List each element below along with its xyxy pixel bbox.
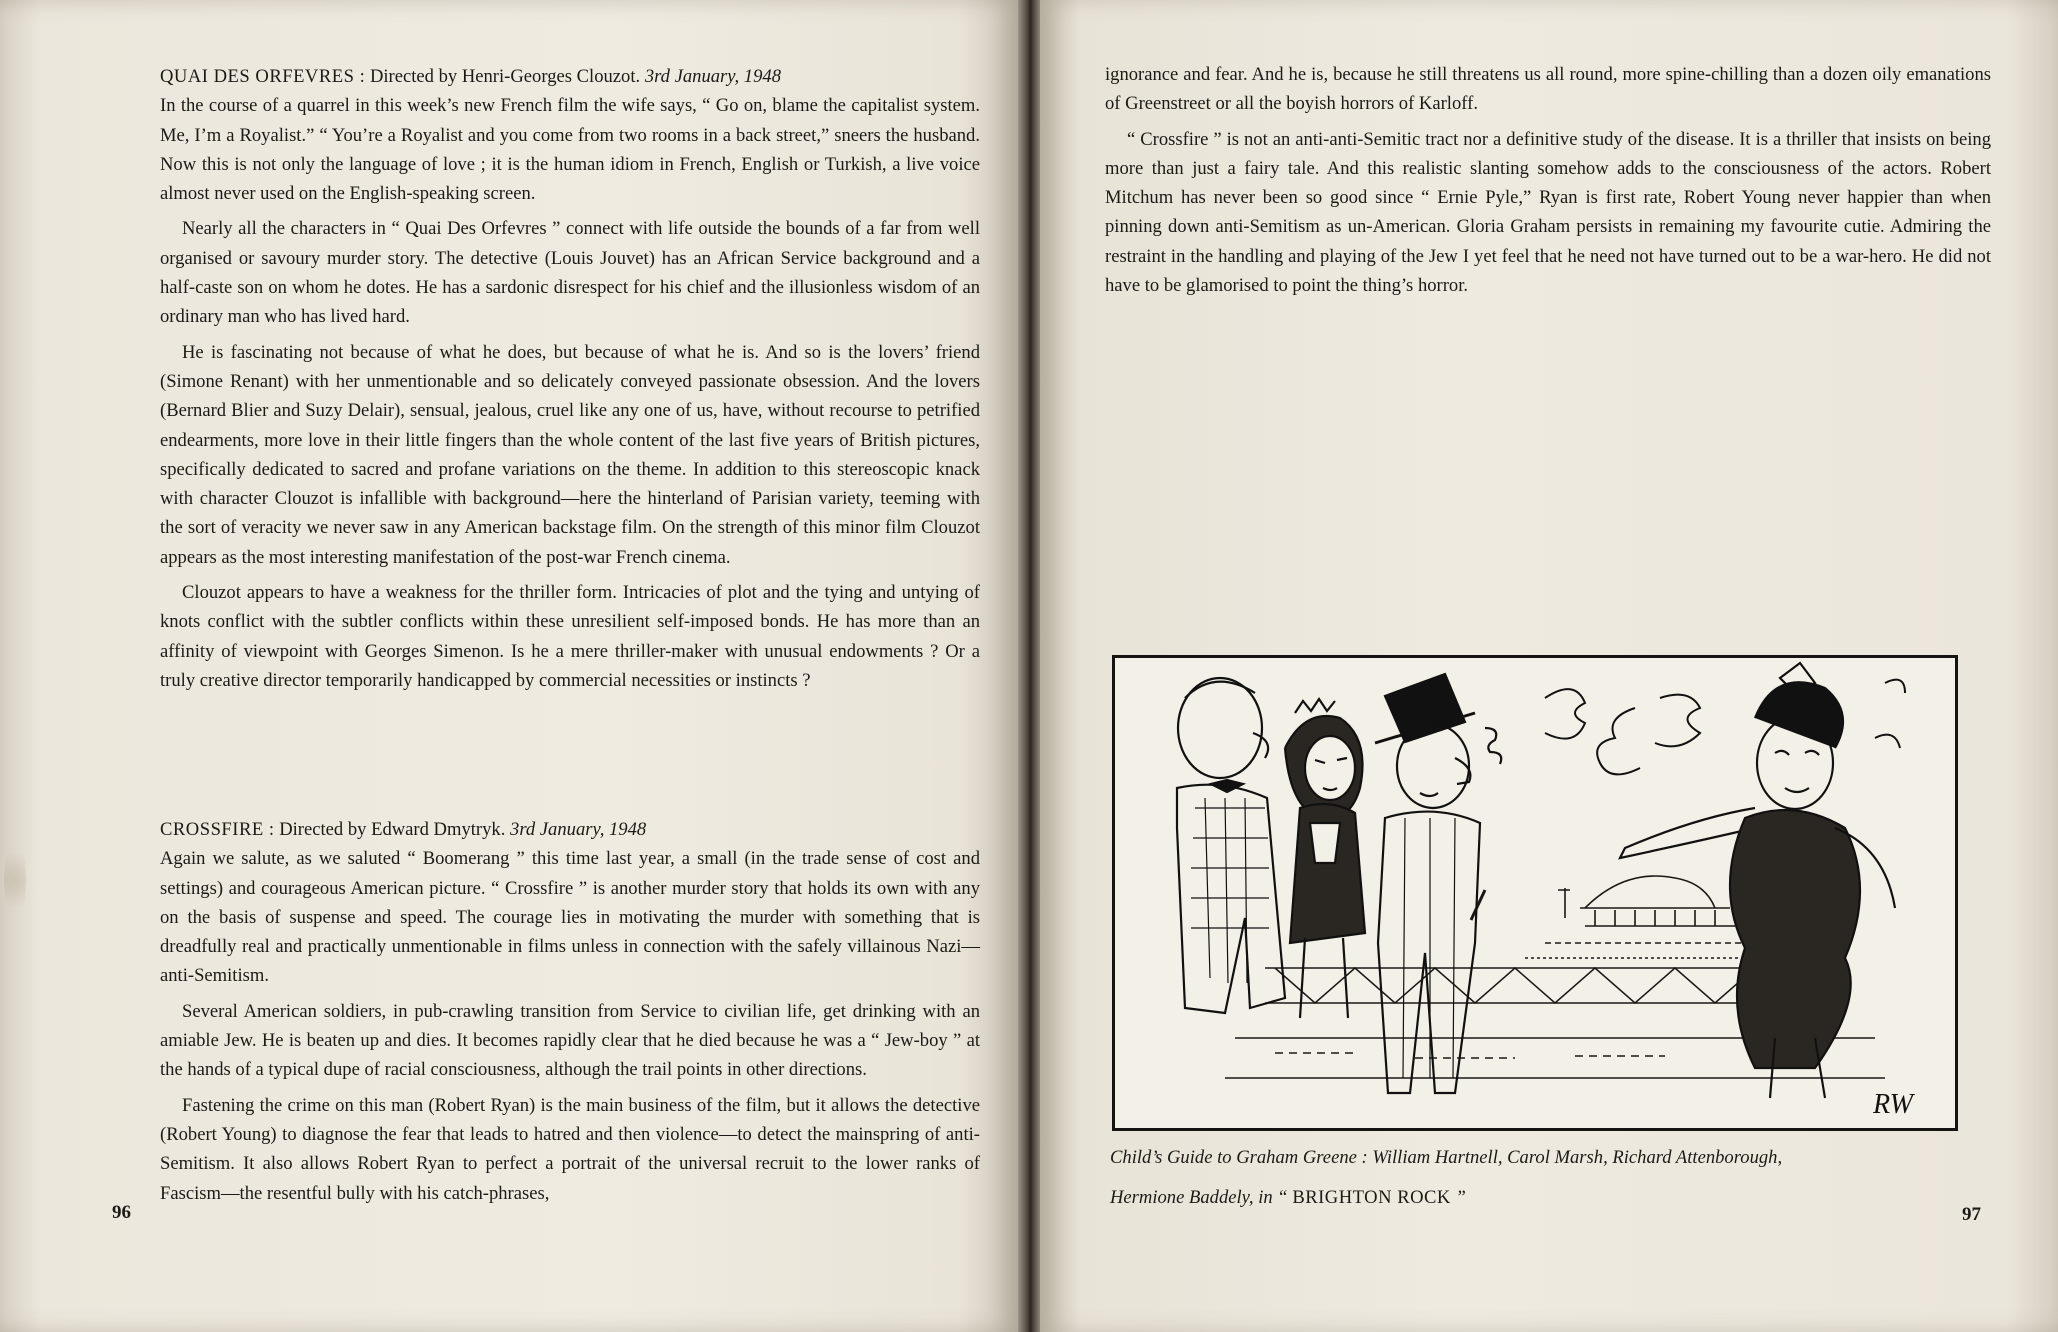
figure-hartnell <box>1177 678 1285 1013</box>
director-credit: Directed by Henri-Georges Clouzot. <box>369 66 641 87</box>
cartoon-illustration <box>1112 655 1958 1131</box>
cartoon-drawing <box>1115 658 1955 1128</box>
cartoon-caption <box>1110 1138 1990 1218</box>
page-number: 96 <box>112 1202 131 1223</box>
paragraph: Again we salute, as we saluted “ Boomerang ” this time last year, a small (in the trade sense of cost and settings) and courageous American picture. “ Crossfire ” is another murder story that holds its own with any on the basis of suspense and speed. The courage lies in motivating the murder with something that is dreadfully real and practically unmentionable in films unless in connection with the safely villainous Nazi—anti-Semitism. <box>160 848 980 987</box>
film-title: CROSSFIRE : <box>160 819 275 840</box>
book-gutter <box>1018 0 1040 1332</box>
figure-attenborough <box>1375 674 1501 1093</box>
left-page <box>0 0 1020 1332</box>
right-page <box>1040 0 2058 1332</box>
figure-baddely <box>1620 663 1895 1098</box>
caption-line-2 <box>1110 1178 1990 1218</box>
paragraph: In the course of a quarrel in this week’s new French film the wife says, “ Go on, blame the capitalist system. Me, I’m a Royalist.” “ You’re a Royalist and you come from two rooms in a back street,” sneers the husband. Now this is not only the language of love ; it is the human idiom in French, English or Turkish, a live voice almost never used on the English-speaking screen. <box>160 95 980 205</box>
speech-swirls <box>1545 680 1905 775</box>
caption-line-1: Child’s Guide to Graham Greene : William Hartnell, Carol Marsh, Richard Attenborough, <box>1110 1147 1783 1168</box>
page-number: 97 <box>1962 1204 1981 1225</box>
paragraph: Several American soldiers, in pub-crawling transition from Service to civilian life, get drinking with an amiable Jew. He is beaten up and dies. It becomes rapidly clear that he died because he was a “ Jew-boy ” at the hands of a typical dupe of racial consciousness, although the trail points in other directions. <box>160 1000 980 1081</box>
paragraph: Nearly all the characters in “ Quai Des Orfevres ” connect with life outside the bounds of a far from well organised or savoury murder story. The detective (Louis Jouvet) has an African Service background and a half-caste son on whom he dotes. He has a sardonic disrespect for his chief and the illusionless wisdom of an ordinary man who has lived hard. <box>160 218 980 328</box>
paragraph: Clouzot appears to have a weakness for the thriller form. Intricacies of plot and the tying and untying of knots conflict with the subtler conflicts within these unresilient self-imposed bonds. He has more than an affinity of viewpoint with Georges Simenon. Is he a mere thriller-maker with unusual endowments ? Or a truly creative director temporarily handicapped by commercial necessities or instincts ? <box>160 582 980 691</box>
paragraph: Fastening the crime on this man (Robert Ryan) is the main business of the film, but it allows the detective (Robert Young) to diagnose the fear that leads to hatred and then violence—to detect the mainspring of anti-Semitism. It also allows Robert Ryan to perfect a portrait of the universal recruit to the lower ranks of Fascism—the resentful bully with his catch-phrases, <box>160 1094 980 1204</box>
review-quai-des-orfevres <box>160 62 980 695</box>
caption-film-title: BRIGHTON ROCK <box>1292 1187 1451 1208</box>
review-crossfire <box>160 815 980 1208</box>
cartoon-signature: RW <box>1873 1089 1913 1120</box>
film-title: QUAI DES ORFEVRES : <box>160 66 366 87</box>
caption-text: Hermione Baddely, in “ <box>1110 1187 1288 1208</box>
review-heading <box>160 62 980 91</box>
review-date: 3rd January, 1948 <box>644 66 781 87</box>
review-crossfire-continued <box>1105 60 1991 300</box>
review-date: 3rd January, 1948 <box>510 819 647 840</box>
paragraph: He is fascinating not because of what he does, but because of what he is. And so is the lovers’ friend (Simone Renant) with her unmentionable and so delicately conveyed passionate obsession. And the lovers (Bernard Blier and Suzy Delair), sensual, jealous, cruel like any one of us, have, without recourse to petrified endearments, more love in their little fingers than the whole content of the last five years of British pictures, specifically dedicated to sacred and profane variations on the theme. In addition to this stereoscopic knack with character Clouzot is infallible with background—here the hinterland of Parisian variety, teeming with the sort of veracity we never saw in any American backstage film. On the strength of this minor film Clouzot appears as the most interesting manifestation of the post-war French cinema. <box>160 341 980 568</box>
review-heading <box>160 815 980 844</box>
page-edge-mark <box>4 840 26 920</box>
pier-background <box>1471 876 1765 958</box>
paragraph: ignorance and fear. And he is, because he still threatens us all round, more spine-chilling than a dozen oily emanations of Greenstreet or all the boyish horrors of Karloff. <box>1105 64 1991 115</box>
paragraph: “ Crossfire ” is not an anti-anti-Semitic tract nor a definitive study of the disease. It is a thriller that insists on being more than just a fairy tale. And this realistic slanting somehow adds to the consciousness of the actors. Robert Mitchum has never been so good since “ Ernie Pyle,” Ryan is first rate, Robert Young never happier than when pinning down anti-Semitism as un-American. Gloria Graham persists in remaining my favourite cutie. Admiring the restraint in the handling and playing of the Jew I yet feel that he need not have turned out to be a war-hero. He did not have to be glamorised to point the thing’s horror. <box>1105 128 1991 297</box>
caption-quote-close: ” <box>1455 1187 1466 1208</box>
director-credit: Directed by Edward Dmytryk. <box>279 819 506 840</box>
